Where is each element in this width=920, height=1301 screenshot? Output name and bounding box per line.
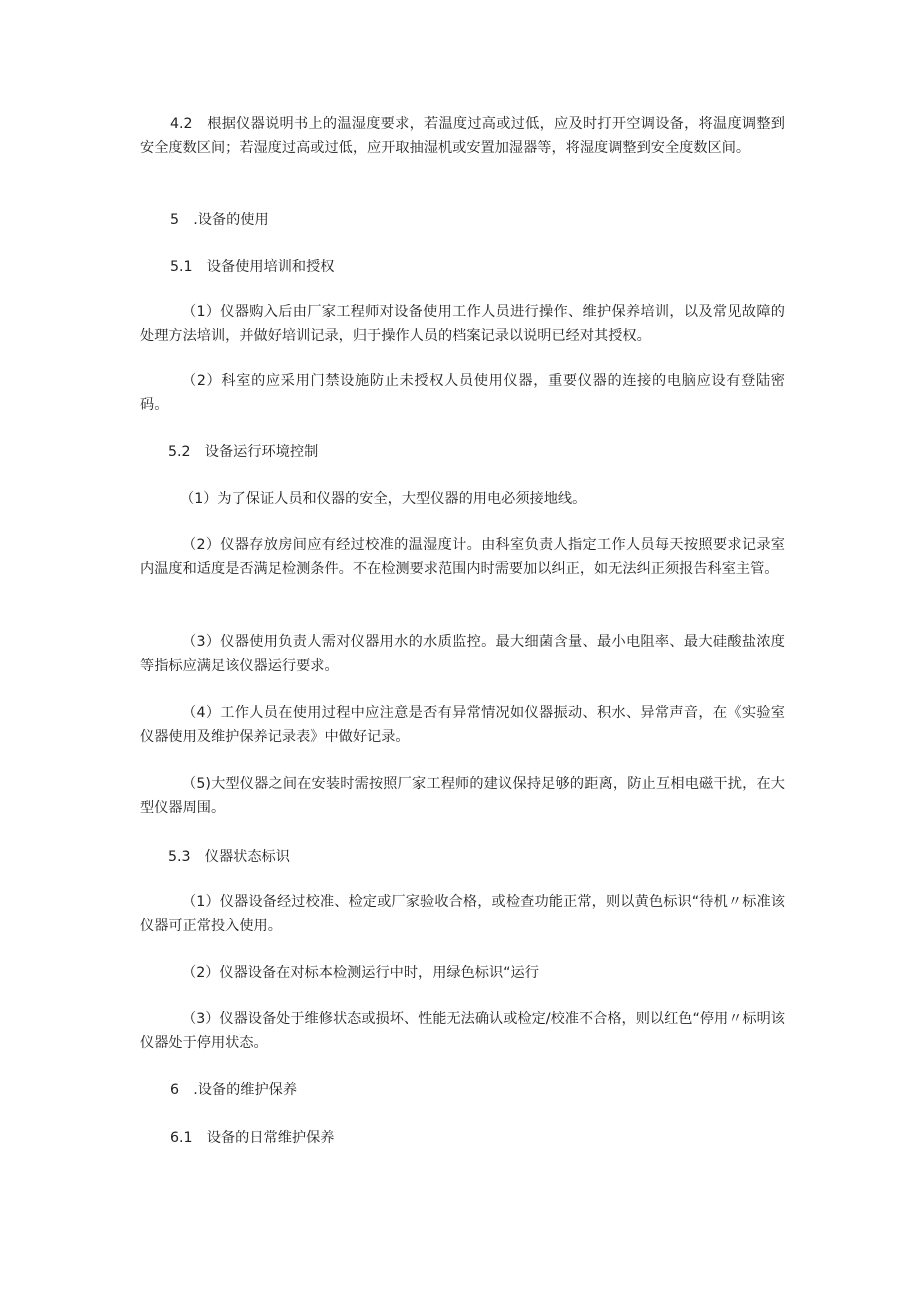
paragraph-5-2-item-4: （4）工作人员在使用过程中应注意是否有异常情况如仪器振动、积水、异常声音，在《实验室仪器使用及维护保养记录表》中做好记录。 <box>140 705 785 745</box>
paragraph-5-2-item-1: （1）为了保证人员和仪器的安全，大型仪器的用电必须接地线。 <box>180 491 587 507</box>
subsection-heading-5-3: 5.3 仪器状态标识 <box>168 849 290 865</box>
paragraph-5-2-item-3: （3）仪器使用负责人需对仪器用水的水质监控。最大细菌含量、最小电阻率、最大硅酸盐浓度等指标应满足该仪器运行要求。 <box>140 634 785 674</box>
paragraph-5-3-item-1: （1）仪器设备经过校准、检定或厂家验收合格，或检查功能正常，则以黄色标识“待机〃标准该仪器可正常投入使用。 <box>140 894 785 934</box>
paragraph-5-1-item-2: （2）科室的应采用门禁设施防止未授权人员使用仪器，重要仪器的连接的电脑应设有登陆密码。 <box>140 373 785 413</box>
paragraph-5-3-item-3: （3）仪器设备处于维修状态或损坏、性能无法确认或检定/校准不合格，则以红色“停用〃标明该仪器处于停用状态。 <box>140 1011 785 1051</box>
paragraph-5-3-item-2: （2）仪器设备在对标本检测运行中时，用绿色标识“运行 <box>182 965 539 981</box>
paragraph-5-2-item-5: （5)大型仪器之间在安装时需按照厂家工程师的建议保持足够的距离，防止互相电磁干扰，在大型仪器周围。 <box>140 776 785 816</box>
paragraph-4-2: 4.2 根据仪器说明书上的温湿度要求，若温度过高或过低，应及时打开空调设备，将温度调整到安全度数区间；若湿度过高或过低，应开取抽湿机或安置加湿器等，将湿度调整到安全度数区间。 <box>140 116 785 156</box>
section-heading-6: 6 .设备的维护保养 <box>170 1082 298 1098</box>
section-heading-5: 5 .设备的使用 <box>170 212 269 228</box>
paragraph-5-2-item-2: （2）仪器存放房间应有经过校准的温湿度计。由科室负责人指定工作人员每天按照要求记录室内温度和适度是否满足检测条件。不在检测要求范围内时需要加以纠正，如无法纠正须报告科室主管。 <box>140 537 785 577</box>
subsection-heading-5-2: 5.2 设备运行环境控制 <box>168 444 319 460</box>
subsection-heading-6-1: 6.1 设备的日常维护保养 <box>170 1130 335 1146</box>
subsection-heading-5-1: 5.1 设备使用培训和授权 <box>170 259 335 275</box>
paragraph-5-1-item-1: （1）仪器购入后由厂家工程师对设备使用工作人员进行操作、维护保养培训，以及常见故障的处理方法培训，并做好培训记录，归于操作人员的档案记录以说明已经对其授权。 <box>140 304 785 344</box>
